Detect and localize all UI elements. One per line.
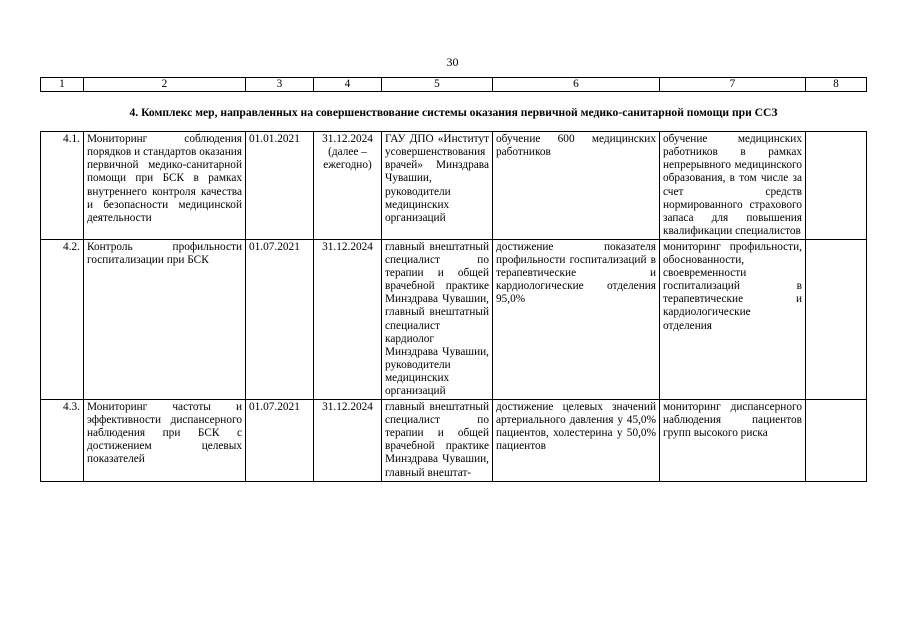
table-row <box>41 132 867 240</box>
start-date-cell: 01.07.2021 <box>246 400 314 482</box>
end-date-cell: 31.12.2024 (далее – ежегодно) <box>314 132 382 240</box>
column-number: 4 <box>314 78 382 92</box>
table-row <box>41 239 867 399</box>
indicator-cell: обучение 600 медицинских работников <box>493 132 660 240</box>
measure-cell: Мониторинг соблюдения порядков и стандартов оказания первичной медико-санитарной помощи при БСК в рамках внутреннего контроля качества и безопасности медицинской деятельности <box>84 132 246 240</box>
responsible-cell: главный внештатный специалист по терапии и общей врачебной практике Минздрава Чувашии, главный внештат- <box>382 400 493 482</box>
column-number: 5 <box>382 78 493 92</box>
column-number: 2 <box>84 78 246 92</box>
start-date-cell: 01.07.2021 <box>246 239 314 399</box>
section-title: 4. Комплекс мер, направленных на совершенствование системы оказания первичной медико-санитарной помощи при ССЗ <box>41 92 867 132</box>
column-number: 7 <box>660 78 806 92</box>
responsible-cell: ГАУ ДПО «Институт усовершенствования врачей» Минздрава Чувашии, руководители медицинских организаций <box>382 132 493 240</box>
section-heading-row <box>41 92 867 132</box>
result-cell: обучение медицинских работников в рамках непрерывного медицинского образования, в том числе за счет средств нормированного страхового запаса для повышения квалификации специалистов <box>660 132 806 240</box>
page-number: 30 <box>446 55 459 69</box>
measures-table <box>40 77 867 482</box>
row-number: 4.1. <box>41 132 84 240</box>
row-number: 4.2. <box>41 239 84 399</box>
column-number: 1 <box>41 78 84 92</box>
indicator-cell: достижение показателя профильности госпитализаций в терапевтические и кардиологические отделения 95,0% <box>493 239 660 399</box>
indicator-cell: достижение целевых значений артериального давления у 45,0% пациентов, холестерина у 50,0% пациентов <box>493 400 660 482</box>
result-cell: мониторинг профильности, обоснованности, своевременности госпитализаций в терапевтические и кардиологические отделения <box>660 239 806 399</box>
column-number: 6 <box>493 78 660 92</box>
row-number: 4.3. <box>41 400 84 482</box>
result-cell: мониторинг диспансерного наблюдения пациентов групп высокого риска <box>660 400 806 482</box>
column-number-row <box>41 78 867 92</box>
column-number: 8 <box>806 78 867 92</box>
start-date-cell: 01.01.2021 <box>246 132 314 240</box>
note-cell <box>806 239 867 399</box>
responsible-cell: главный внештатный специалист по терапии и общей врачебной практике Минздрава Чувашии, главный внештатный специалист кардиолог Минздрава Чувашии, руководители медицинских организаций <box>382 239 493 399</box>
measure-cell: Мониторинг частоты и эффективности диспансерного наблюдения при БСК с достижением целевых показателей <box>84 400 246 482</box>
measure-cell: Контроль профильности госпитализации при БСК <box>84 239 246 399</box>
end-date-cell: 31.12.2024 <box>314 239 382 399</box>
note-cell <box>806 400 867 482</box>
table-row <box>41 400 867 482</box>
note-cell <box>806 132 867 240</box>
end-date-cell: 31.12.2024 <box>314 400 382 482</box>
column-number: 3 <box>246 78 314 92</box>
